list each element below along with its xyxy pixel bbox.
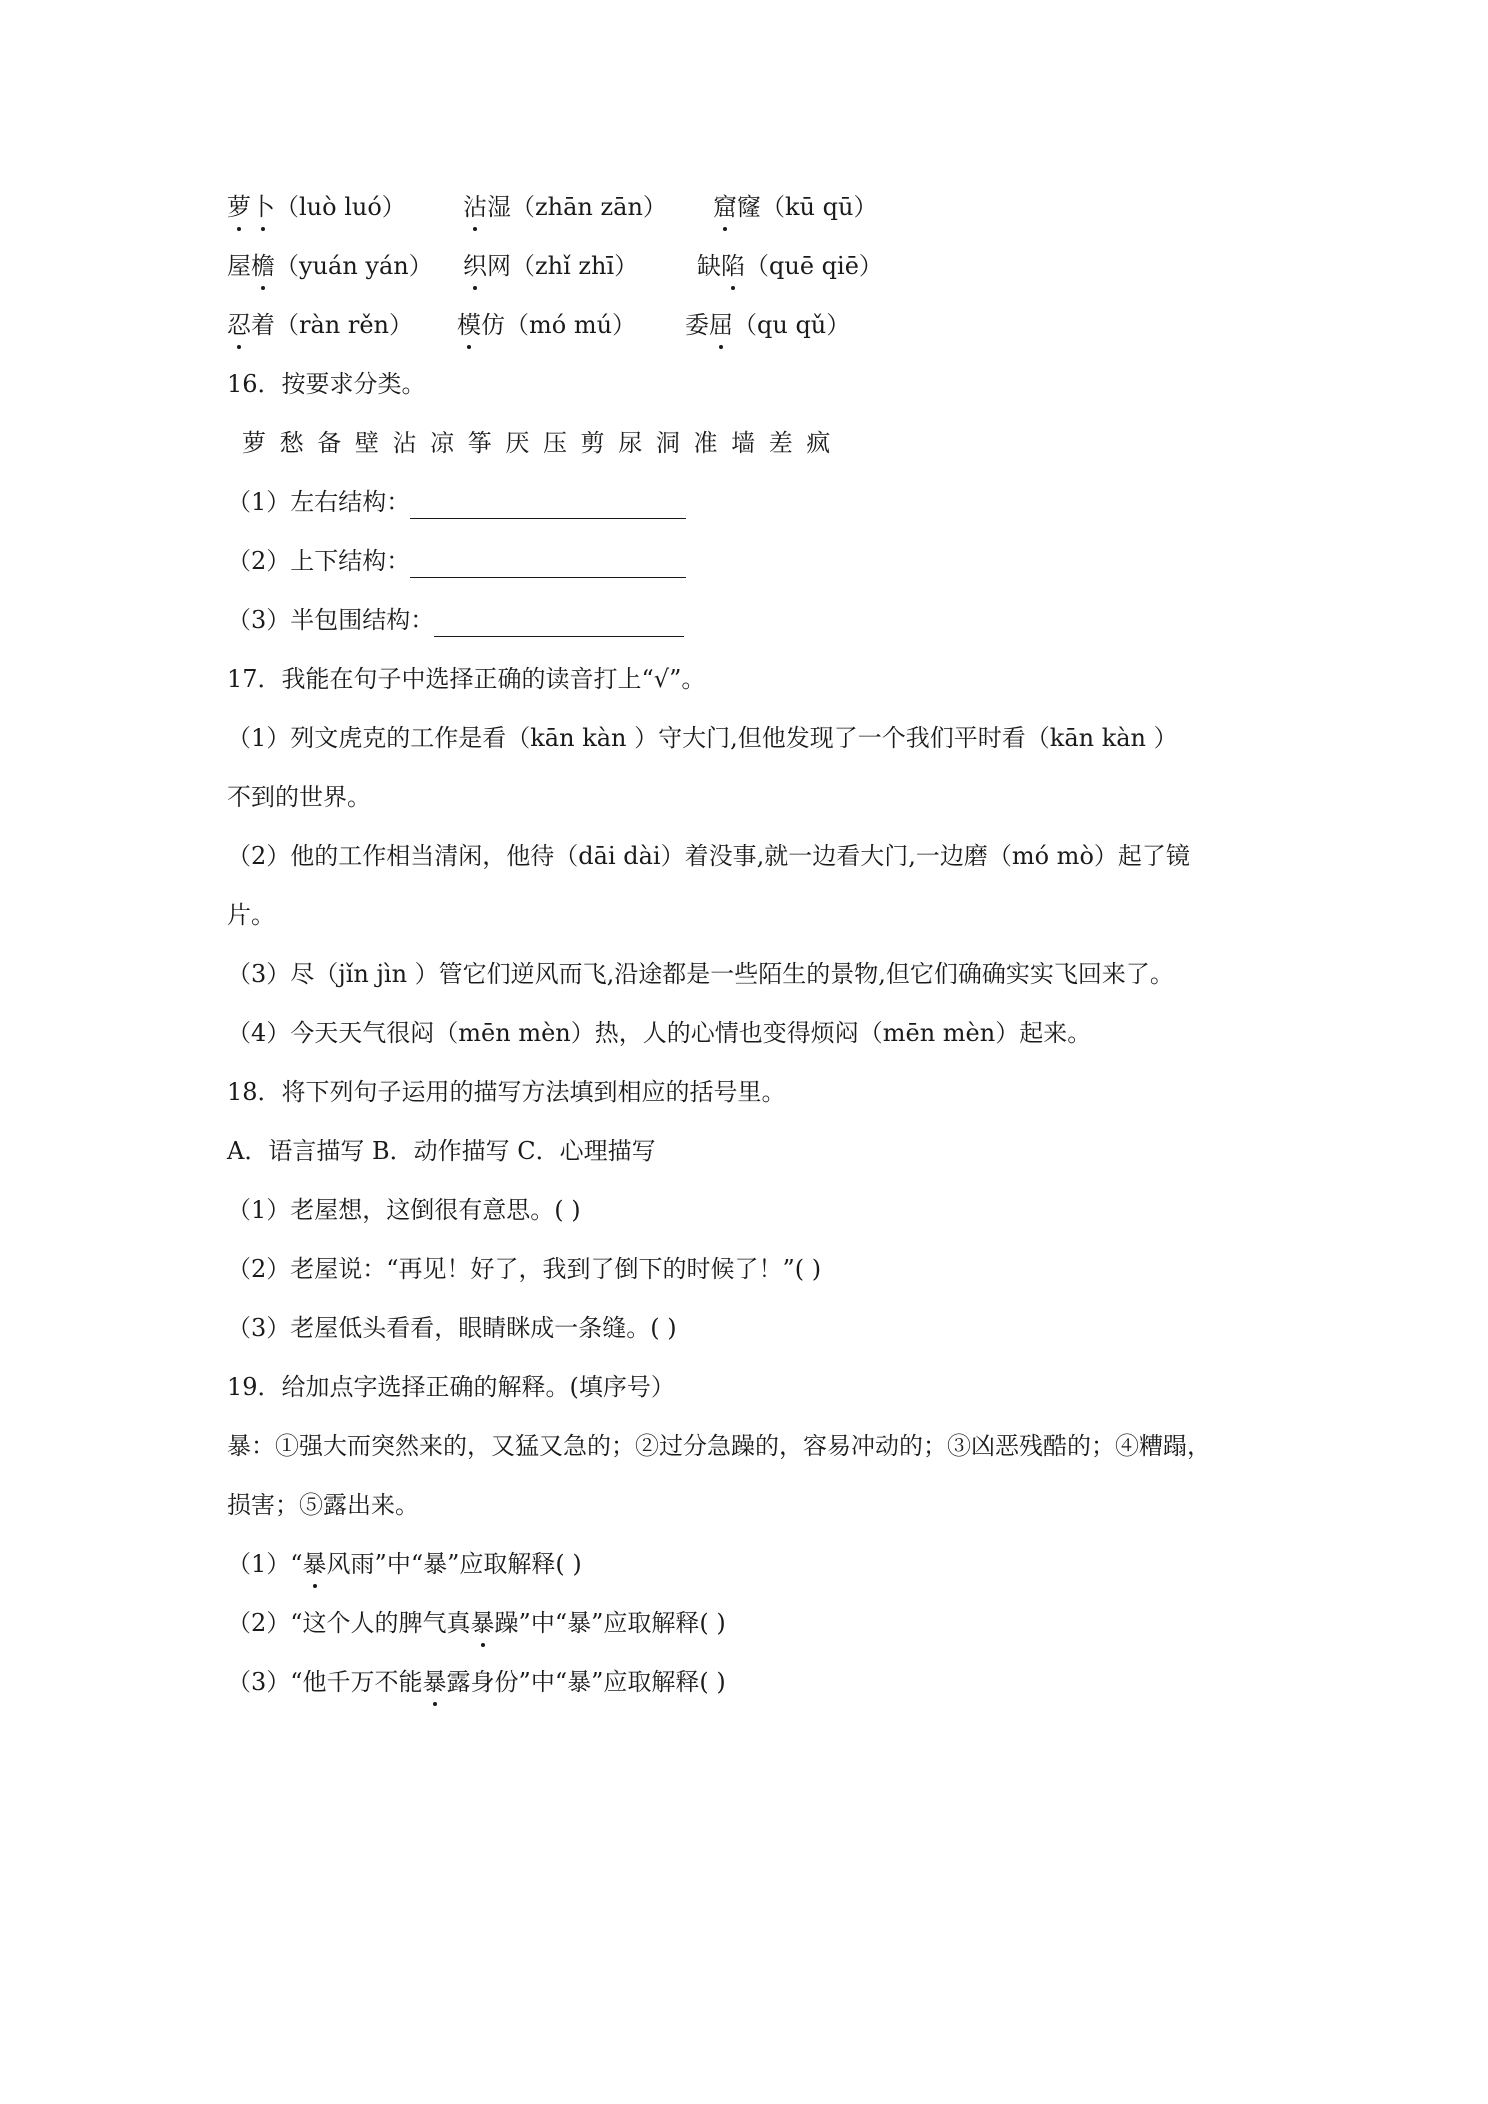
- question-16-item-2: （2）上下结构：: [227, 544, 686, 578]
- pinyin-item: 缺陷（quē qiē）: [697, 249, 883, 283]
- question-17-item-1b: 不到的世界。: [227, 783, 371, 811]
- question-19-definitions-a: 暴：①强大而突然来的，又猛又急的；②过分急躁的，容易冲动的；③凶恶残酷的；④糟蹋，: [227, 1432, 1211, 1460]
- question-19-item-3: （3）“他千万不能暴露身份”中“暴”应取解释( ): [227, 1665, 726, 1699]
- question-18-options: A．语言描写 B．动作描写 C．心理描写: [227, 1137, 656, 1165]
- question-18-item-2: （2）老屋说：“再见！好了，我到了倒下的时候了！”( ): [227, 1255, 822, 1283]
- question-17-title: 17．我能在句子中选择正确的读音打上“√”。: [227, 665, 706, 693]
- pinyin-item: 模仿（mó mú）: [457, 308, 636, 342]
- pinyin-row-2: [227, 249, 1327, 283]
- pinyin-row-3: [227, 308, 1327, 342]
- pinyin-item: 委屈（qu qǔ）: [685, 308, 850, 342]
- question-18-title: 18．将下列句子运用的描写方法填到相应的括号里。: [227, 1078, 786, 1106]
- answer-blank[interactable]: [410, 492, 686, 519]
- question-16-title: 16．按要求分类。: [227, 370, 426, 398]
- question-18-item-1: （1）老屋想，这倒很有意思。( ): [227, 1196, 581, 1224]
- pinyin-item: 沾湿（zhān zān）: [463, 190, 667, 224]
- question-19-item-2: （2）“这个人的脾气真暴躁”中“暴”应取解释( ): [227, 1606, 726, 1640]
- question-16-chars: 萝 愁 备 壁 沾 凉 筝 厌 压 剪 尿 洞 准 墙 差 疯: [242, 429, 834, 457]
- question-17-item-1a: （1）列文虎克的工作是看（kān kàn ）守大门,但他发现了一个我们平时看（kān kàn ）: [227, 724, 1178, 752]
- question-17-item-3: （3）尽（jǐn jìn ）管它们逆风而飞,沿途都是一些陌生的景物,但它们确确实实飞回来了。: [227, 960, 1174, 988]
- answer-blank[interactable]: [434, 610, 684, 637]
- pinyin-item: 萝卜（luò luó）: [227, 190, 406, 224]
- question-17-item-2b: 片。: [227, 901, 275, 929]
- question-19-title: 19．给加点字选择正确的解释。(填序号）: [227, 1373, 675, 1401]
- pinyin-item: 织网（zhǐ zhī）: [463, 249, 638, 283]
- question-17-item-4: （4）今天天气很闷（mēn mèn）热，人的心情也变得烦闷（mēn mèn）起来。: [227, 1019, 1092, 1047]
- question-16-item-3: （3）半包围结构：: [227, 603, 684, 637]
- question-16-item-1: （1）左右结构：: [227, 485, 686, 519]
- answer-blank[interactable]: [410, 551, 686, 578]
- pinyin-row-1: [227, 190, 1327, 224]
- pinyin-item: 屋檐（yuán yán）: [227, 249, 433, 283]
- pinyin-item: 窟窿（kū qū）: [713, 190, 877, 224]
- question-17-item-2a: （2）他的工作相当清闲，他待（dāi dài）着没事,就一边看大门,一边磨（mó mò）起了镜: [227, 842, 1190, 870]
- pinyin-item: 忍着（ràn rěn）: [227, 308, 413, 342]
- question-19-item-1: （1）“暴风雨”中“暴”应取解释( ): [227, 1547, 582, 1581]
- question-18-item-3: （3）老屋低头看看，眼睛眯成一条缝。( ): [227, 1314, 677, 1342]
- question-19-definitions-b: 损害；⑤露出来。: [227, 1491, 419, 1519]
